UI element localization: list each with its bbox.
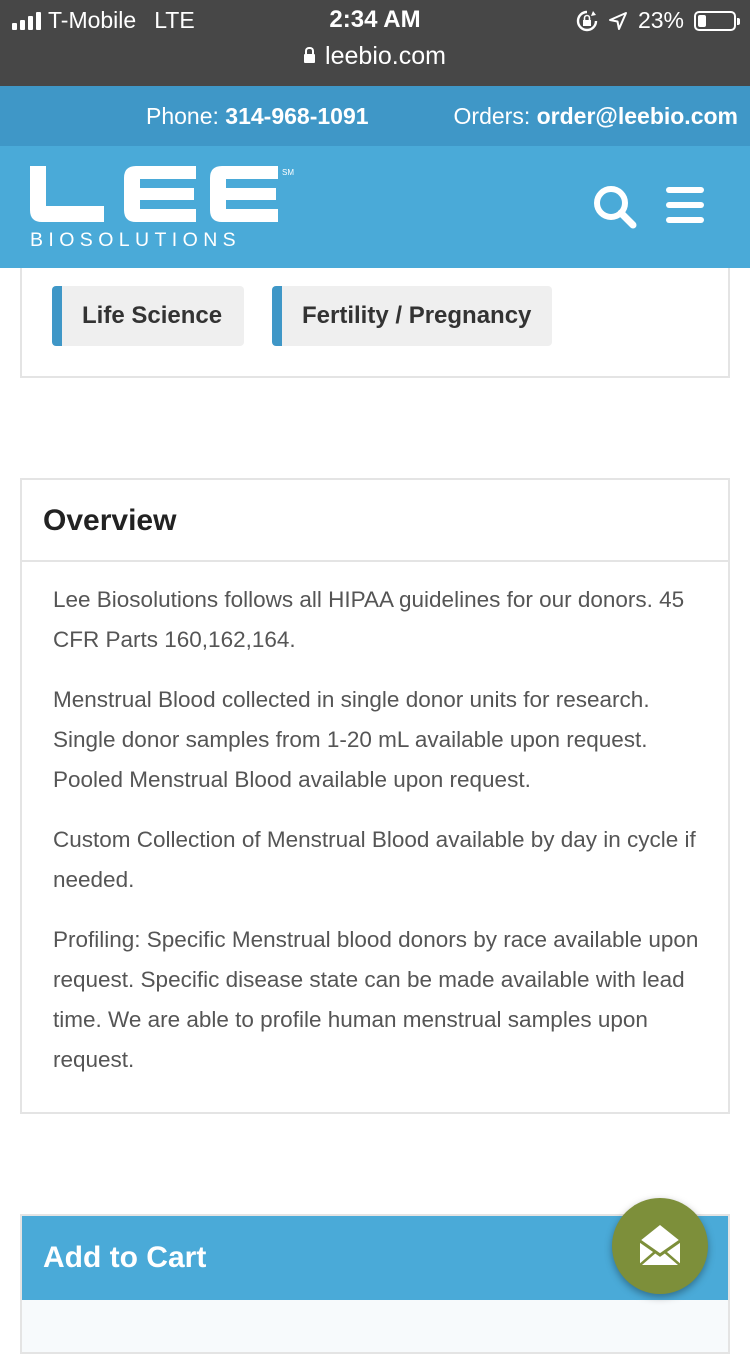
category-tag-life-science[interactable]: Life Science — [52, 286, 244, 346]
mail-icon — [637, 1221, 683, 1269]
site-header — [0, 146, 750, 268]
url-text: leebio.com — [325, 42, 446, 70]
address-bar[interactable] — [0, 42, 750, 71]
orientation-lock-icon — [576, 10, 598, 32]
contact-orders — [454, 103, 738, 130]
orders-email-link[interactable]: order@leebio.com — [536, 103, 738, 129]
category-card — [20, 268, 730, 378]
search-button[interactable] — [590, 182, 640, 232]
category-tag-fertility-pregnancy[interactable]: Fertility / Pregnancy — [272, 286, 552, 346]
contact-phone — [146, 103, 369, 130]
battery-percent: 23% — [637, 7, 684, 33]
status-right — [576, 7, 736, 34]
menu-button[interactable] — [662, 182, 712, 232]
carrier-name: T-Mobile — [48, 7, 137, 33]
overview-paragraph: Lee Biosolutions follows all HIPAA guidelines for our donors. 45 CFR Parts 160,162,164. — [53, 587, 685, 652]
overview-paragraph: Profiling: Specific Menstrual blood donors by race available upon request. Specific disease state can be made available with lead time. We are able to profile human menstrual samples upon request. — [53, 927, 699, 1072]
status-time: 2:34 AM — [329, 6, 421, 33]
overview-body — [22, 562, 728, 1080]
battery-icon — [694, 11, 736, 31]
battery-level — [698, 15, 706, 27]
phone-link[interactable]: 314-968-1091 — [225, 103, 369, 129]
status-bar — [0, 0, 750, 86]
service-mark: SM — [282, 168, 294, 177]
phone-label: Phone: — [146, 103, 219, 129]
orders-label: Orders: — [453, 103, 531, 129]
overview-panel — [20, 478, 730, 1114]
search-icon — [590, 182, 640, 232]
lock-icon — [304, 54, 315, 63]
network-type: LTE — [154, 7, 195, 33]
overview-paragraph: Menstrual Blood collected in single donor units for research. Single donor samples from 1-20 mL available upon request. Pooled Menstrual Blood available upon request. — [53, 687, 650, 792]
location-icon — [608, 11, 628, 31]
lee-biosolutions-logo[interactable] — [28, 166, 300, 248]
overview-paragraph: Custom Collection of Menstrual Blood available by day in cycle if needed. — [53, 827, 696, 892]
overview-title: Overview — [22, 480, 728, 562]
contact-bar — [0, 86, 750, 146]
contact-mail-button[interactable] — [612, 1198, 708, 1294]
menu-icon — [662, 182, 708, 232]
logo-subtitle: BIOSOLUTIONS — [30, 229, 242, 248]
add-to-cart-title: Add to Cart — [22, 1216, 728, 1300]
